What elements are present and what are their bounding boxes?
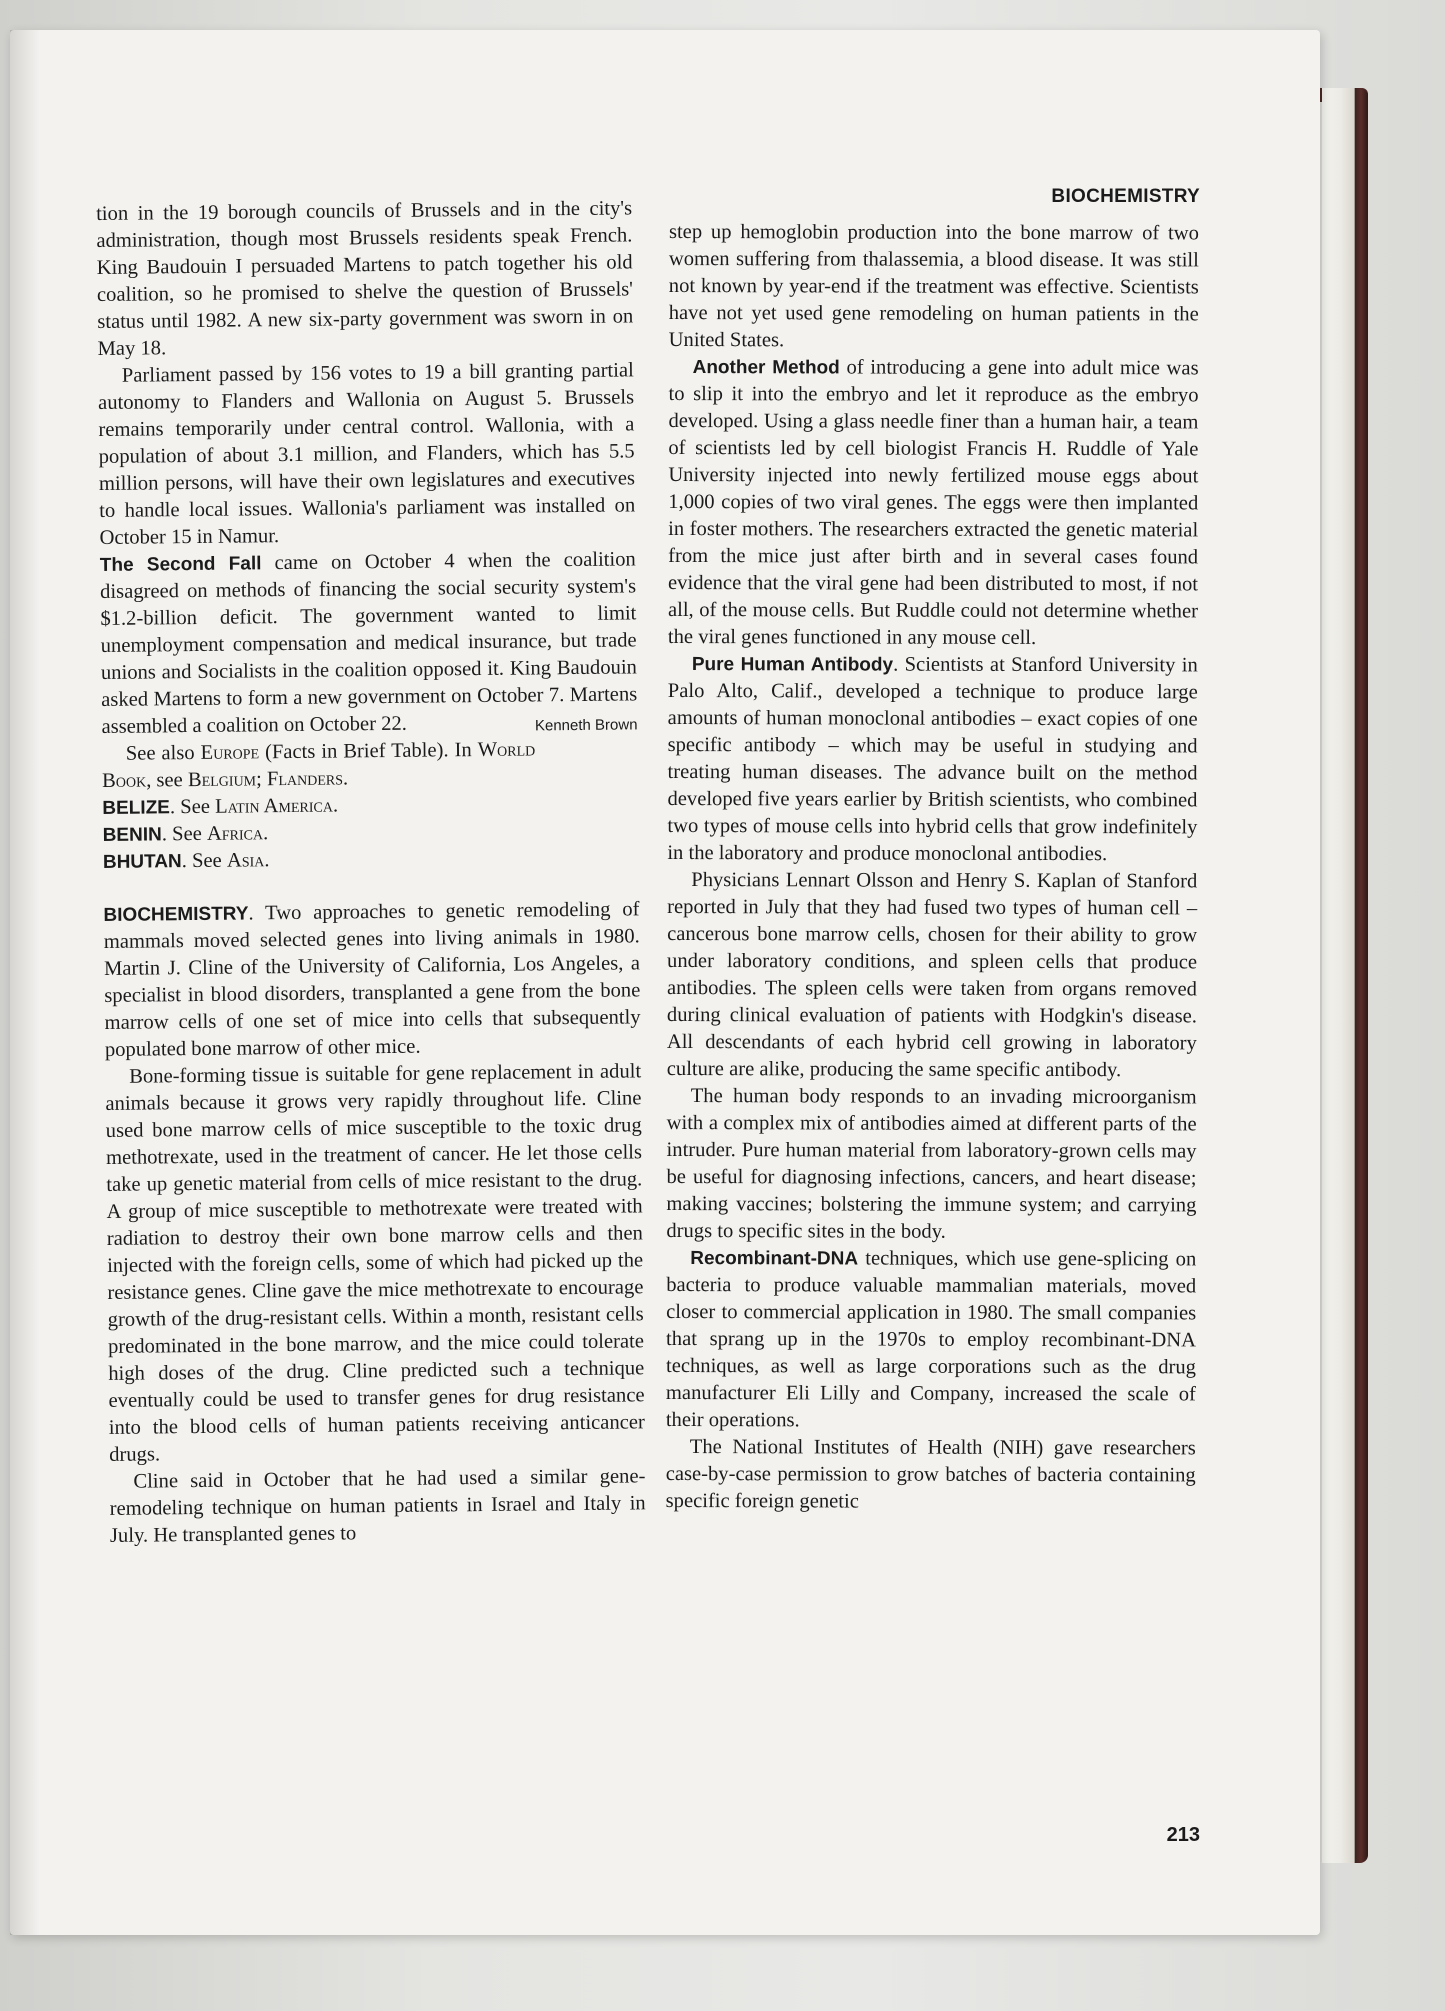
- cross-reference: Latin America: [214, 794, 334, 818]
- running-head: BIOCHEMISTRY: [1051, 186, 1200, 207]
- entry-belize: BELIZE. See Latin America.: [102, 794, 339, 819]
- paragraph: [667, 651, 1198, 868]
- book-cover-edge: [1322, 88, 1368, 1863]
- paragraph: [666, 1245, 1196, 1435]
- paragraph: Bone-forming tissue is suitable for gene replacement in adult animals because it grows very rapidly throughout life. Cline used bone marrow cells of mice susceptible to the toxic drug methotrexate, used in the treatment of cancer. He let those cells take up genetic material from cells of mice resistant to the drug. A group of mice susceptible to methotrexate were treated with radiation to destroy their own bone marrow cells and then injected with the foreign cells, some of which had picked up the resistance genes. Cline gave the mice methotrexate to encourage growth of the drug-resistant cells. Within a month, resistant cells predominated in the bone marrow, and the mice could tolerate high doses of the drug. Cline predicted such a technique eventually could be used to transfer genes for drug resistance into the blood cells of human patients receiving anticancer drugs.: [105, 1060, 645, 1466]
- paragraph: [668, 354, 1199, 652]
- paragraph-text: came on October 4 when the coalition disagreed on methods of financing the social security system's $1.2-billion deficit. The government wanted to limit unemployment compensation and medical insurance, but trade unions and Socialists in the coalition opposed it. King Baudouin asked Martens to form a new government on October 7. Martens assembled a coalition on October 22.: [99, 548, 638, 738]
- entry-biochemistry: [103, 896, 641, 1064]
- entry-term: BHUTAN: [102, 851, 182, 873]
- paragraph: Physicians Lennart Olsson and Henry S. Kaplan of Stanford reported in July that they had fused two types of human cell – cancerous bone marrow cells, chosen for their ability to grow under laboratory conditions, and spleen cells that produce antibodies. The spleen cells were taken from organs removed during clinical evaluation of patients with Hodgkin's disease. All descendants of each hybrid cell growing in laboratory culture are alike, producing the same specific antibody.: [666, 869, 1198, 1082]
- see-also-line: See also Europe (Facts in Brief Table). In World Book, see Belgium; Flanders.: [101, 738, 536, 792]
- paragraph: [100, 546, 638, 741]
- page-gutter-shadow: [10, 30, 40, 1935]
- paragraph: step up hemoglobin production into the bone marrow of two women suffering from thalassemia, a blood disease. It was still not known by year-end if the treatment was effective. Scientists have not yet used gene remodeling on human patients in the United States.: [668, 221, 1199, 352]
- cross-reference: Flanders: [266, 767, 344, 791]
- entry-term: BENIN: [102, 824, 162, 846]
- cross-reference: World Book: [101, 738, 536, 792]
- paragraph-text: . Two approaches to genetic remodeling of mammals moved selected genes into living animals in 1980. Martin J. Cline of the University of California, Los Angeles, a specialist in blood disorders, transplanted a gene from the bone marrow cells of one set of mice into cells that subsequently populated bone marrow of other mice.: [103, 898, 641, 1061]
- run-in-heading: Recombinant-DNA: [690, 1248, 859, 1270]
- paragraph-text: . Scientists at Stanford University in Palo Alto, Calif., developed a technique to produce large amounts of human monoclonal antibodies – exact copies of one specific antibody – which may be useful in studying and treating human diseases. The advance built on the method developed five years earlier by British scientists, who combined two types of mouse cells into hybrid cells that grow indefinitely in the laboratory and produce monoclonal antibodies.: [667, 653, 1198, 866]
- cross-reference: Africa: [206, 822, 264, 845]
- paragraph: Parliament passed by 156 votes to 19 a bill granting partial autonomy to Flanders and Wallonia on August 5. Brussels remains temporarily under central control. Wallonia, with a population of about 3.1 million, and Flanders, which has 5.5 million persons, will have their own legislatures and executives to handle local issues. Wallonia's parliament was installed on October 15 in Namur.: [98, 359, 636, 549]
- paragraph: tion in the 19 borough councils of Brussels and in the city's administration, though most Brussels residents speak French. King Baudouin I persuaded Martens to patch together his old coalition, so he promised to shelve the question of Brussels' status until 1982. A new six-party government was sworn in on May 18.: [96, 197, 634, 360]
- entry-bhutan: BHUTAN. See Asia.: [102, 849, 270, 873]
- paragraph: Cline said in October that he had used a similar gene-remodeling technique on human patients in Israel and Italy in July. He transplanted genes to: [109, 1465, 646, 1547]
- paragraph: The National Institutes of Health (NIH) gave researchers case-by-case permission to grow batches of bacteria containing specific foreign genetic: [665, 1436, 1196, 1513]
- byline: Kenneth Brown: [534, 716, 638, 735]
- cross-reference: Europe: [200, 741, 260, 764]
- entry-term: BIOCHEMISTRY: [103, 903, 249, 926]
- paragraph-text: of introducing a gene into adult mice was to slip it into the embryo and let it reproduce as the embryo developed. Using a glass needle finer than a human hair, a team of scientists led by cell biologist Francis H. Ruddle of Yale University injected into newly fertilized mouse eggs about 1,000 copies of two viral genes. The eggs were then implanted in foster mothers. The researchers extracted the genetic material from the mice just after birth and in several cases found evidence that the viral gene had been distributed to most, if not all, of the mouse cells. But Ruddle could not determine whether the viral genes functioned in any mouse cell.: [667, 356, 1199, 649]
- page-number: 213: [1166, 1824, 1200, 1846]
- run-in-heading: Another Method: [692, 357, 840, 379]
- right-column: [666, 219, 1199, 1516]
- cross-reference: Belgium: [187, 768, 257, 792]
- entry-benin: BENIN. See Africa.: [102, 822, 269, 846]
- entry-term: BELIZE: [102, 797, 171, 819]
- paragraph: The human body responds to an invading microorganism with a complex mix of antibodies aimed at different parts of the intruder. Pure human material from laboratory-grown cells may be useful for diagnosing infections, cancers, and heart disease; making vaccines; bolstering the immune system; and carrying drugs to specific sites in the body.: [666, 1085, 1197, 1243]
- paragraph-text: techniques, which use gene-splicing on bacteria to produce valuable mammalian materials, moved closer to commercial application in 1980. The small companies that sprang up in the 1970s to employ recombinant-DNA techniques, as well as large corporations such as the drug manufacturer Eli Lilly and Company, increased the scale of their operations.: [665, 1247, 1197, 1432]
- run-in-heading: Pure Human Antibody: [691, 654, 894, 676]
- left-column: [96, 195, 646, 1550]
- cross-reference: Asia: [226, 849, 265, 872]
- run-in-heading: The Second Fall: [99, 553, 262, 576]
